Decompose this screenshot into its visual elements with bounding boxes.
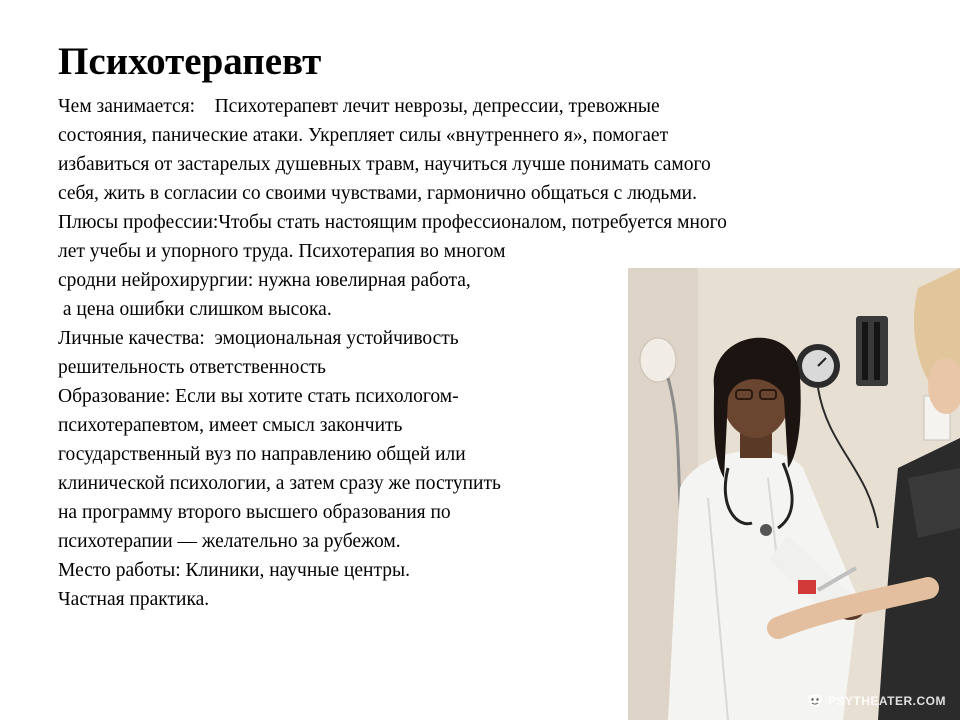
text-line: психотерапевтом, имеет смысл закончить bbox=[58, 415, 403, 436]
text-line: Частная практика. bbox=[58, 589, 210, 610]
text-line: состояния, панические атаки. Укрепляет силы «внутреннего я», помогает bbox=[58, 125, 669, 146]
text-line: государственный вуз по направлению общей или bbox=[58, 444, 466, 465]
watermark-text: PSYTHEATER.COM bbox=[827, 694, 946, 708]
text-line: на программу второго высшего образования по bbox=[58, 502, 451, 523]
text-line: клинической психологии, а затем сразу же поступить bbox=[58, 473, 501, 494]
text-line: решительность ответственность bbox=[58, 357, 326, 378]
text-line: Образование: Если вы хотите стать психологом- bbox=[58, 386, 459, 407]
photo-watermark bbox=[807, 694, 946, 708]
text-line: сродни нейрохирургии: нужна ювелирная работа, bbox=[58, 270, 471, 291]
text-line: себя, жить в согласии со своими чувствами, гармонично общаться с людьми. bbox=[58, 183, 697, 204]
doctor-patient-photo bbox=[628, 268, 960, 720]
text-line: Чем занимается: Психотерапевт лечит неврозы, депрессии, тревожные bbox=[58, 96, 660, 117]
page-title: Психотерапевт bbox=[58, 40, 322, 83]
text-line: Плюсы профессии:Чтобы стать настоящим профессионалом, потребуется много bbox=[58, 212, 727, 233]
text-line: а цена ошибки слишком высока. bbox=[58, 299, 332, 320]
theater-mask-icon bbox=[807, 694, 823, 708]
text-line: психотерапии — желательно за рубежом. bbox=[58, 531, 401, 552]
text-line: Место работы: Клиники, научные центры. bbox=[58, 560, 410, 581]
text-line: лет учебы и упорного труда. Психотерапия во многом bbox=[58, 241, 506, 262]
text-line: избавиться от застарелых душевных травм, научиться лучше понимать самого bbox=[58, 154, 711, 175]
body-text bbox=[58, 92, 727, 614]
photo-illustration bbox=[628, 268, 960, 720]
text-line: Личные качества: эмоциональная устойчивость bbox=[58, 328, 459, 349]
